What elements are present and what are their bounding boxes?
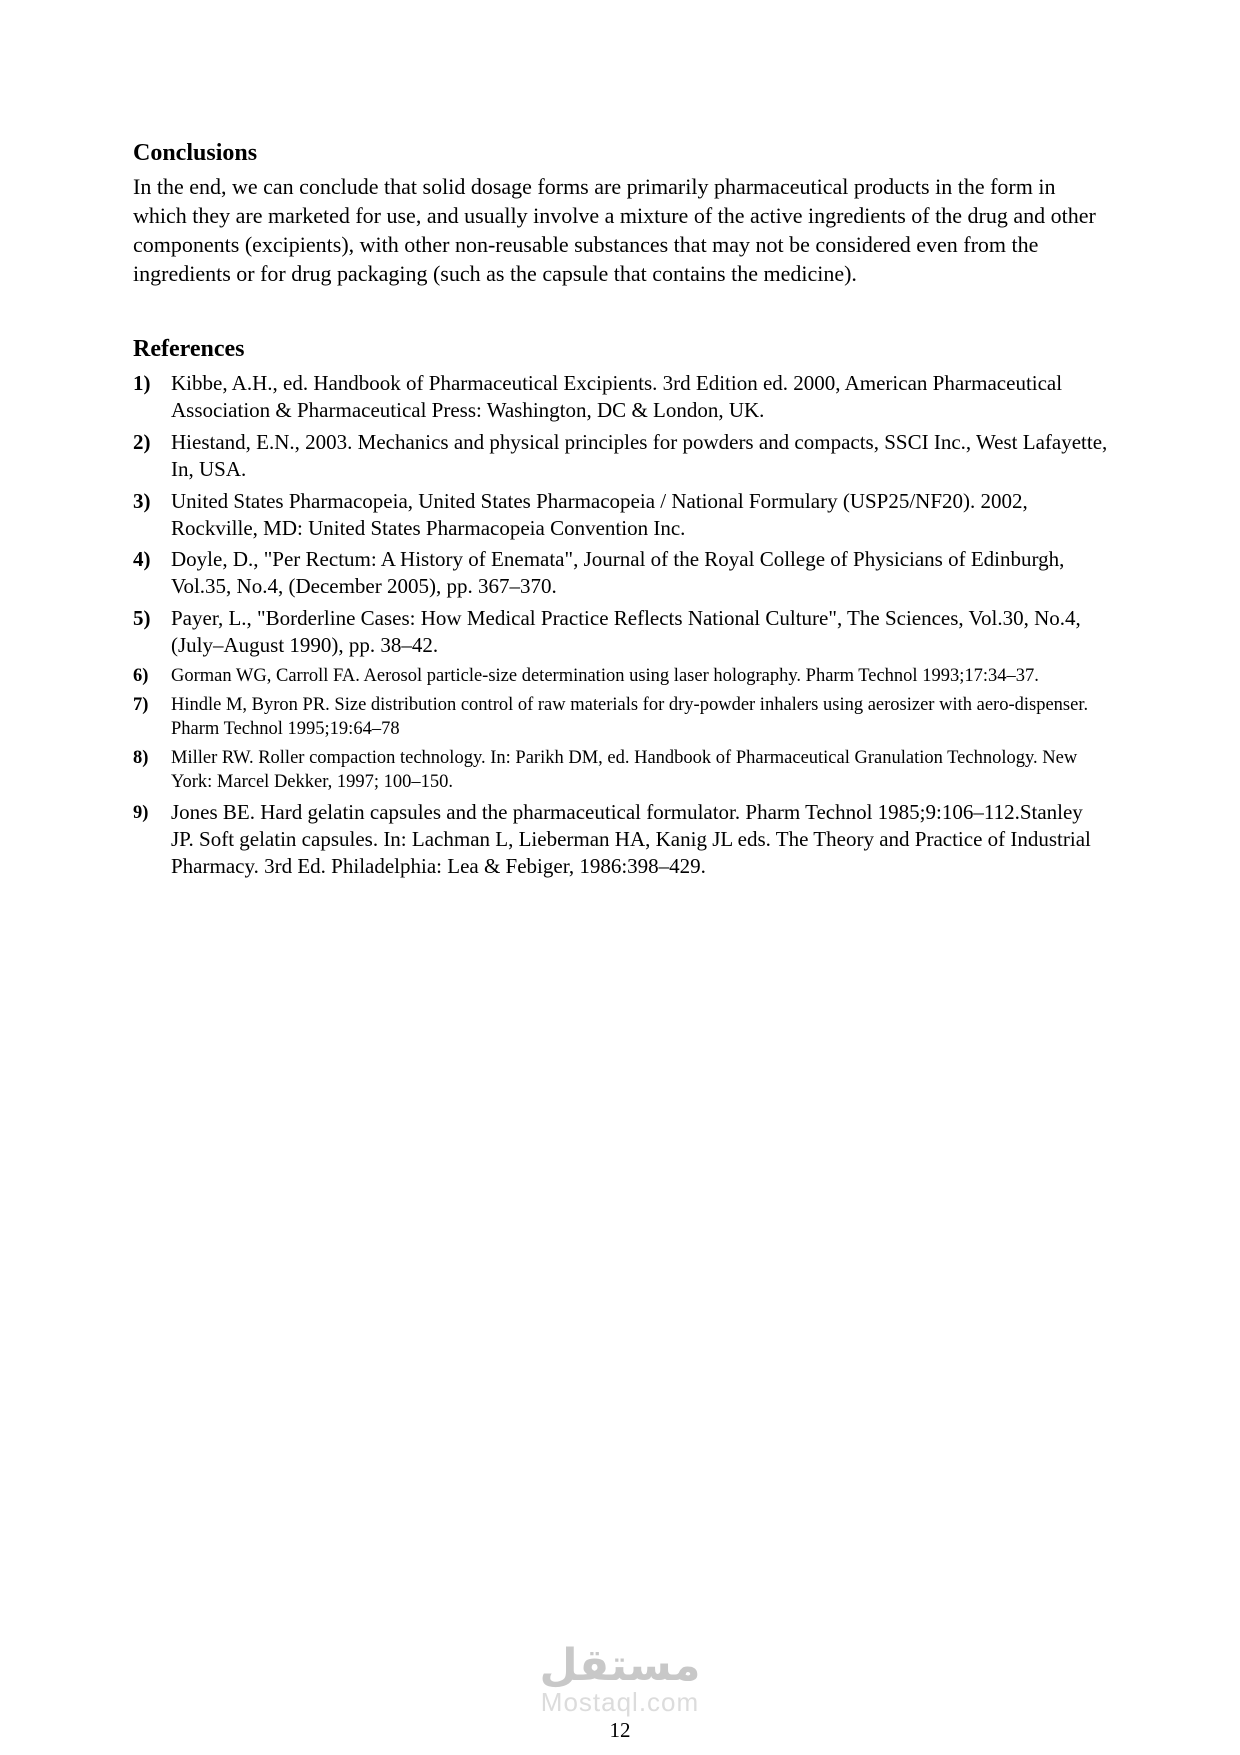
reference-text: Payer, L., "Borderline Cases: How Medical Practice Reflects National Culture", The Sciences, Vol.30, No.4, (July–August 1990), pp. 38–42. — [171, 606, 1081, 657]
reference-text: Kibbe, A.H., ed. Handbook of Pharmaceutical Excipients. 3rd Edition ed. 2000, American Pharmaceutical Association & Pharmaceutical Press: Washington, DC & London, UK. — [171, 371, 1063, 422]
reference-number: 1) — [133, 371, 151, 396]
conclusions-paragraph: In the end, we can conclude that solid dosage forms are primarily pharmaceutical products in the form in which they are marketed for use, and usually involve a mixture of the active ingredients of the drug and other components (excipients), with other non-reusable substances that may not be considered even from the ingredients or for drug packaging (such as the capsule that contains the medicine). — [133, 174, 1096, 287]
reference-number: 2) — [133, 429, 151, 454]
reference-item — [133, 746, 1108, 794]
reference-item — [133, 429, 1108, 483]
reference-number: 8) — [133, 748, 149, 769]
reference-number: 5) — [133, 606, 151, 631]
conclusions-heading: Conclusions — [133, 140, 258, 166]
reference-text: Doyle, D., "Per Rectum: A History of Enemata", Journal of the Royal College of Physicians of Edinburgh, Vol.35, No.4, (December 2005), pp. 367–370. — [171, 547, 1065, 599]
reference-text: United States Pharmacopeia, United States Pharmacopeia / National Formulary (USP25/NF20). 2002, Rockville, MD: United States Pharmacopeia Convention Inc. — [171, 488, 1028, 540]
reference-item — [133, 370, 1108, 424]
watermark-arabic-logo: مستقل — [539, 1640, 701, 1692]
reference-number: 6) — [133, 665, 149, 686]
reference-item — [133, 799, 1108, 880]
reference-item — [133, 693, 1108, 741]
page-number: 12 — [609, 1718, 631, 1742]
references-heading: References — [133, 336, 245, 363]
reference-item — [133, 488, 1108, 542]
reference-item — [133, 664, 1108, 688]
reference-item — [133, 605, 1108, 659]
reference-number: 9) — [133, 803, 149, 824]
reference-text: Gorman WG, Carroll FA. Aerosol particle-size determination using laser holography. Pharm Technol 1993;17:34–37. — [171, 665, 1039, 686]
page-content — [133, 138, 1110, 885]
reference-text: Hindle M, Byron PR. Size distribution control of raw materials for dry-powder inhalers using aerosizer with aero-dispenser. Pharm Technol 1995;19:64–78 — [171, 694, 1089, 739]
reference-number: 3) — [133, 488, 151, 513]
references-list — [133, 370, 1108, 880]
reference-number: 4) — [133, 547, 151, 572]
reference-number: 7) — [133, 694, 149, 715]
reference-text: Miller RW. Roller compaction technology. In: Parikh DM, ed. Handbook of Pharmaceutical Granulation Technology. New York: Marcel Dekker, 1997; 100–150. — [171, 748, 1078, 793]
reference-item — [133, 546, 1108, 600]
reference-text: Jones BE. Hard gelatin capsules and the pharmaceutical formulator. Pharm Technol 1985;9:106–112.Stanley JP. Soft gelatin capsules. In: Lachman L, Lieberman HA, Kanig JL eds. The Theory and Practice of Industrial Pharmacy. 3rd Ed. Philadelphia: Lea & Febiger, 1986:398–429. — [171, 800, 1091, 878]
watermark — [0, 1640, 1240, 1718]
watermark-domain-text: Mostaql.com — [540, 1687, 700, 1718]
reference-text: Hiestand, E.N., 2003. Mechanics and physical principles for powders and compacts, SSCI Inc., West Lafayette, In, USA. — [171, 429, 1108, 481]
